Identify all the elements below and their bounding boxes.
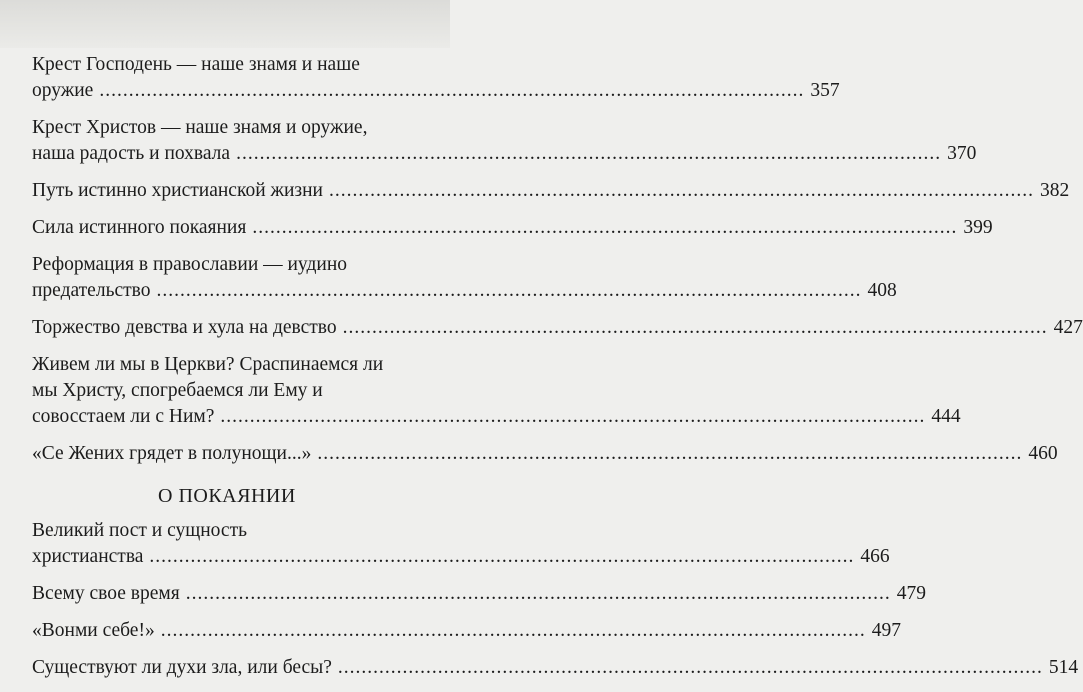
toc-entry-last-line	[32, 141, 977, 167]
toc-entry-last-line	[32, 404, 961, 430]
dot-leader: ........................................................................................................................	[185, 583, 891, 604]
toc-entry-title-line: Великий пост и сущность	[32, 520, 247, 541]
toc-group-1	[32, 52, 1083, 467]
toc-page-number: 408	[867, 280, 897, 301]
toc-entry	[32, 315, 1083, 341]
dot-leader: ........................................................................................................................	[317, 443, 1023, 464]
toc-entry-last-line	[32, 544, 890, 570]
toc-entry	[32, 518, 890, 570]
toc-page-number: 460	[1028, 443, 1058, 464]
table-of-contents	[32, 52, 1083, 692]
toc-entry	[32, 252, 897, 304]
toc-entry-title-line: Реформация в православии — иудино	[32, 254, 347, 275]
toc-page-number: 357	[810, 80, 840, 101]
toc-entry-title-line: совосстаем ли с Ним?	[32, 406, 215, 427]
toc-entry-title-line: христианства	[32, 546, 144, 567]
toc-entry-last-line	[32, 655, 1079, 681]
dot-leader: ........................................................................................................................	[160, 620, 866, 641]
toc-entry	[32, 115, 977, 167]
toc-entry-last-line	[32, 278, 897, 304]
toc-entry-last-line	[32, 215, 993, 241]
toc-entry	[32, 352, 961, 430]
dot-leader: ........................................................................................................................	[252, 217, 958, 238]
dot-leader: ........................................................................................................................	[156, 280, 862, 301]
dot-leader: ........................................................................................................................	[220, 406, 926, 427]
toc-entry-last-line	[32, 441, 1058, 467]
toc-entry-last-line	[32, 178, 1070, 204]
toc-entry	[32, 618, 901, 644]
dot-leader: ........................................................................................................................	[329, 180, 1034, 201]
page-top-shade	[0, 0, 450, 48]
toc-entry-last-line	[32, 78, 840, 104]
toc-entry	[32, 178, 1070, 204]
toc-entry-title-line: Всему свое время	[32, 583, 180, 604]
toc-page-number: 466	[860, 546, 890, 567]
toc-entry-title-line: «Се Жених грядет в полунощи...»	[32, 443, 312, 464]
toc-entry-title-line: оружие	[32, 80, 94, 101]
toc-entry-title-line: Существуют ли духи зла, или бесы?	[32, 657, 332, 678]
section-heading: О ПОКАЯНИИ	[158, 485, 296, 507]
toc-entry-title-line: предательство	[32, 280, 151, 301]
toc-entry-last-line	[32, 581, 926, 607]
toc-page-number: 444	[931, 406, 961, 427]
toc-entry	[32, 52, 840, 104]
toc-page-number: 497	[871, 620, 901, 641]
dot-leader: ........................................................................................................................	[342, 317, 1048, 338]
toc-entry	[32, 581, 926, 607]
toc-entry-title-line: Крест Христов — наше знамя и оружие,	[32, 117, 368, 138]
dot-leader: ........................................................................................................................	[236, 143, 942, 164]
dot-leader: ........................................................................................................................	[99, 80, 805, 101]
toc-page-number: 427	[1053, 317, 1083, 338]
toc-entry-title-line: Сила истинного покаяния	[32, 217, 247, 238]
toc-page-number: 382	[1040, 180, 1070, 201]
toc-page-number: 514	[1048, 657, 1079, 678]
toc-entry-title-line: Живем ли мы в Церкви? Сраспинаемся ли	[32, 354, 384, 375]
toc-page-number: 479	[896, 583, 926, 604]
toc-entry-title-line: «Вонми себе!»	[32, 620, 155, 641]
toc-page-number: 399	[963, 217, 993, 238]
toc-entry-title-line: наша радость и похвала	[32, 143, 231, 164]
toc-entry-title-line: Крест Господень — наше знамя и наше	[32, 54, 360, 75]
toc-group-2	[32, 518, 1079, 681]
toc-entry	[32, 655, 1079, 681]
toc-entry-last-line	[32, 618, 901, 644]
toc-entry-title-line: Путь истинно христианской жизни	[32, 180, 323, 201]
toc-entry-last-line	[32, 315, 1083, 341]
toc-entry-title-line: Торжество девства и хула на девство	[32, 317, 337, 338]
toc-entry-title-line: мы Христу, спогребаемся ли Ему и	[32, 380, 323, 401]
toc-entry	[32, 441, 1058, 467]
dot-leader: ........................................................................................................................	[149, 546, 855, 567]
dot-leader: ........................................................................................................................	[337, 657, 1043, 678]
toc-entry	[32, 215, 993, 241]
toc-page-number: 370	[947, 143, 977, 164]
